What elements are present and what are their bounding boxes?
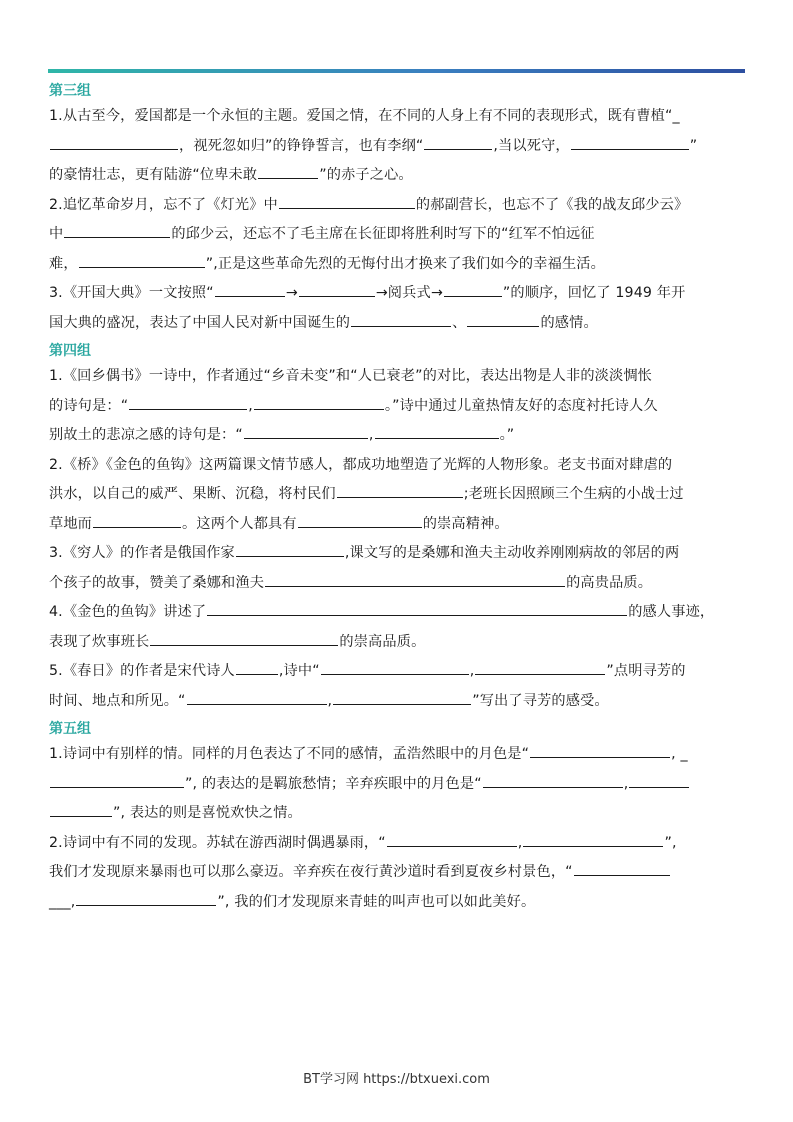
answer-blank[interactable]: [50, 800, 112, 817]
answer-blank[interactable]: [299, 280, 375, 297]
answer-blank[interactable]: [333, 688, 471, 705]
answer-blank[interactable]: [244, 422, 368, 439]
answer-blank[interactable]: [64, 221, 170, 238]
answer-blank[interactable]: [629, 771, 689, 788]
answer-blank[interactable]: [298, 511, 422, 528]
answer-blank[interactable]: [93, 511, 181, 528]
answer-blank[interactable]: [207, 599, 627, 616]
answer-blank[interactable]: [265, 570, 565, 587]
group-title: 第四组: [49, 343, 91, 359]
answer-blank[interactable]: [321, 658, 469, 675]
answer-blank[interactable]: [150, 629, 338, 646]
group-title: 第三组: [49, 83, 91, 99]
answer-blank[interactable]: [279, 192, 415, 209]
answer-blank[interactable]: [50, 771, 184, 788]
answer-blank[interactable]: [467, 310, 539, 327]
question-item: 5.《春日》的作者是宋代诗人 ,诗中“ , ”点明寻芳的 时间、地点和所见。“ , ”写出了寻芳的感受。: [49, 657, 746, 716]
answer-blank[interactable]: [129, 393, 247, 410]
question-item: 2.追忆革命岁月，忘不了《灯光》中 的郝副营长，也忘不了《我的战友邱少云》 中 的邱少云，还忘不了毛主席在长征即将胜利时写下的“红军不怕远征 难， ”,正是这些革命先烈的无悔付出才换来了我们如今的幸福生活。: [49, 191, 746, 280]
answer-blank[interactable]: [187, 688, 327, 705]
answer-blank[interactable]: [530, 741, 670, 758]
header-divider: [48, 69, 745, 73]
answer-blank[interactable]: [483, 771, 623, 788]
question-item: 3.《穷人》的作者是俄国作家 ,课文写的是桑娜和渔夫主动收养刚刚病故的邻居的两 个孩子的故事，赞美了桑娜和渔夫 的高贵品质。: [49, 539, 746, 598]
answer-blank[interactable]: [574, 859, 670, 876]
answer-blank[interactable]: [375, 422, 499, 439]
answer-blank[interactable]: [571, 133, 689, 150]
answer-blank[interactable]: [254, 393, 384, 410]
answer-blank[interactable]: [79, 251, 205, 268]
answer-blank[interactable]: [236, 540, 344, 557]
worksheet-content: [49, 78, 746, 917]
question-item: 2.《桥》《金色的鱼钩》这两篇课文情节感人，都成功地塑造了光辉的人物形象。老支书面对肆虐的 洪水，以自己的威严、果断、沉稳，将村民们 ;老班长因照顾三个生病的小战士过 草地而 。这两个人都具有 的崇高精神。: [49, 456, 684, 532]
answer-blank[interactable]: [424, 133, 492, 150]
answer-blank[interactable]: [475, 658, 605, 675]
question-item: 1.《回乡偶书》一诗中，作者通过“乡音未变”和“人已衰老”的对比，表达出物是人非的淡淡惆怅 的诗句是：“ , 。”诗中通过儿童热情友好的态度衬托诗人久 别故土的悲凉之感的诗句是：“ , 。”: [49, 368, 658, 443]
answer-blank[interactable]: [76, 889, 216, 906]
answer-blank[interactable]: [215, 280, 285, 297]
answer-blank[interactable]: [523, 830, 663, 847]
answer-blank[interactable]: [444, 280, 502, 297]
question-item: 1.诗词中有别样的情。同样的月色表达了不同的感情，孟浩然眼中的月色是“ , _ ”, 的表达的是羁旅愁情；辛弃疾眼中的月色是“ , ”, 表达的则是喜悦欢快之情。: [49, 740, 746, 829]
answer-blank[interactable]: [236, 658, 278, 675]
footer-site-label: BT学习网 https://btxuexi.com: [303, 1072, 490, 1087]
answer-blank[interactable]: [50, 133, 178, 150]
question-item: 4.《金色的鱼钩》讲述了 的感人事迹， 表现了炊事班长 的崇高品质。: [49, 598, 746, 657]
question-item: 3.《开国大典》一文按照“ → →阅兵式→ ”的顺序，回忆了 1949 年开 国大典的盛况，表达了中国人民对新中国诞生的 、 的感情。: [49, 279, 746, 338]
answer-blank[interactable]: [351, 310, 451, 327]
group-title: 第五组: [49, 721, 91, 737]
answer-blank[interactable]: [387, 830, 517, 847]
answer-blank[interactable]: [258, 162, 318, 179]
answer-blank[interactable]: [337, 481, 463, 498]
question-item: 1.从古至今，爱国都是一个永恒的主题。爱国之情，在不同的人身上有不同的表现形式，既有曹植“_ ，视死忽如归”的铮铮誓言，也有李纲“ ,当以死守， ” 的豪情壮志，更有陆游“位卑未敢 ”的赤子之心。: [49, 108, 698, 183]
question-item: 2.诗词中有不同的发现。苏轼在游西湖时偶遇暴雨，“ , ”, 我们才发现原来暴雨也可以那么豪迈。辛弃疾在夜行黄沙道时看到夏夜乡村景色，“ ___, ”, 我的们才发现原来青蛙的叫声也可以如此美好。: [49, 829, 746, 918]
